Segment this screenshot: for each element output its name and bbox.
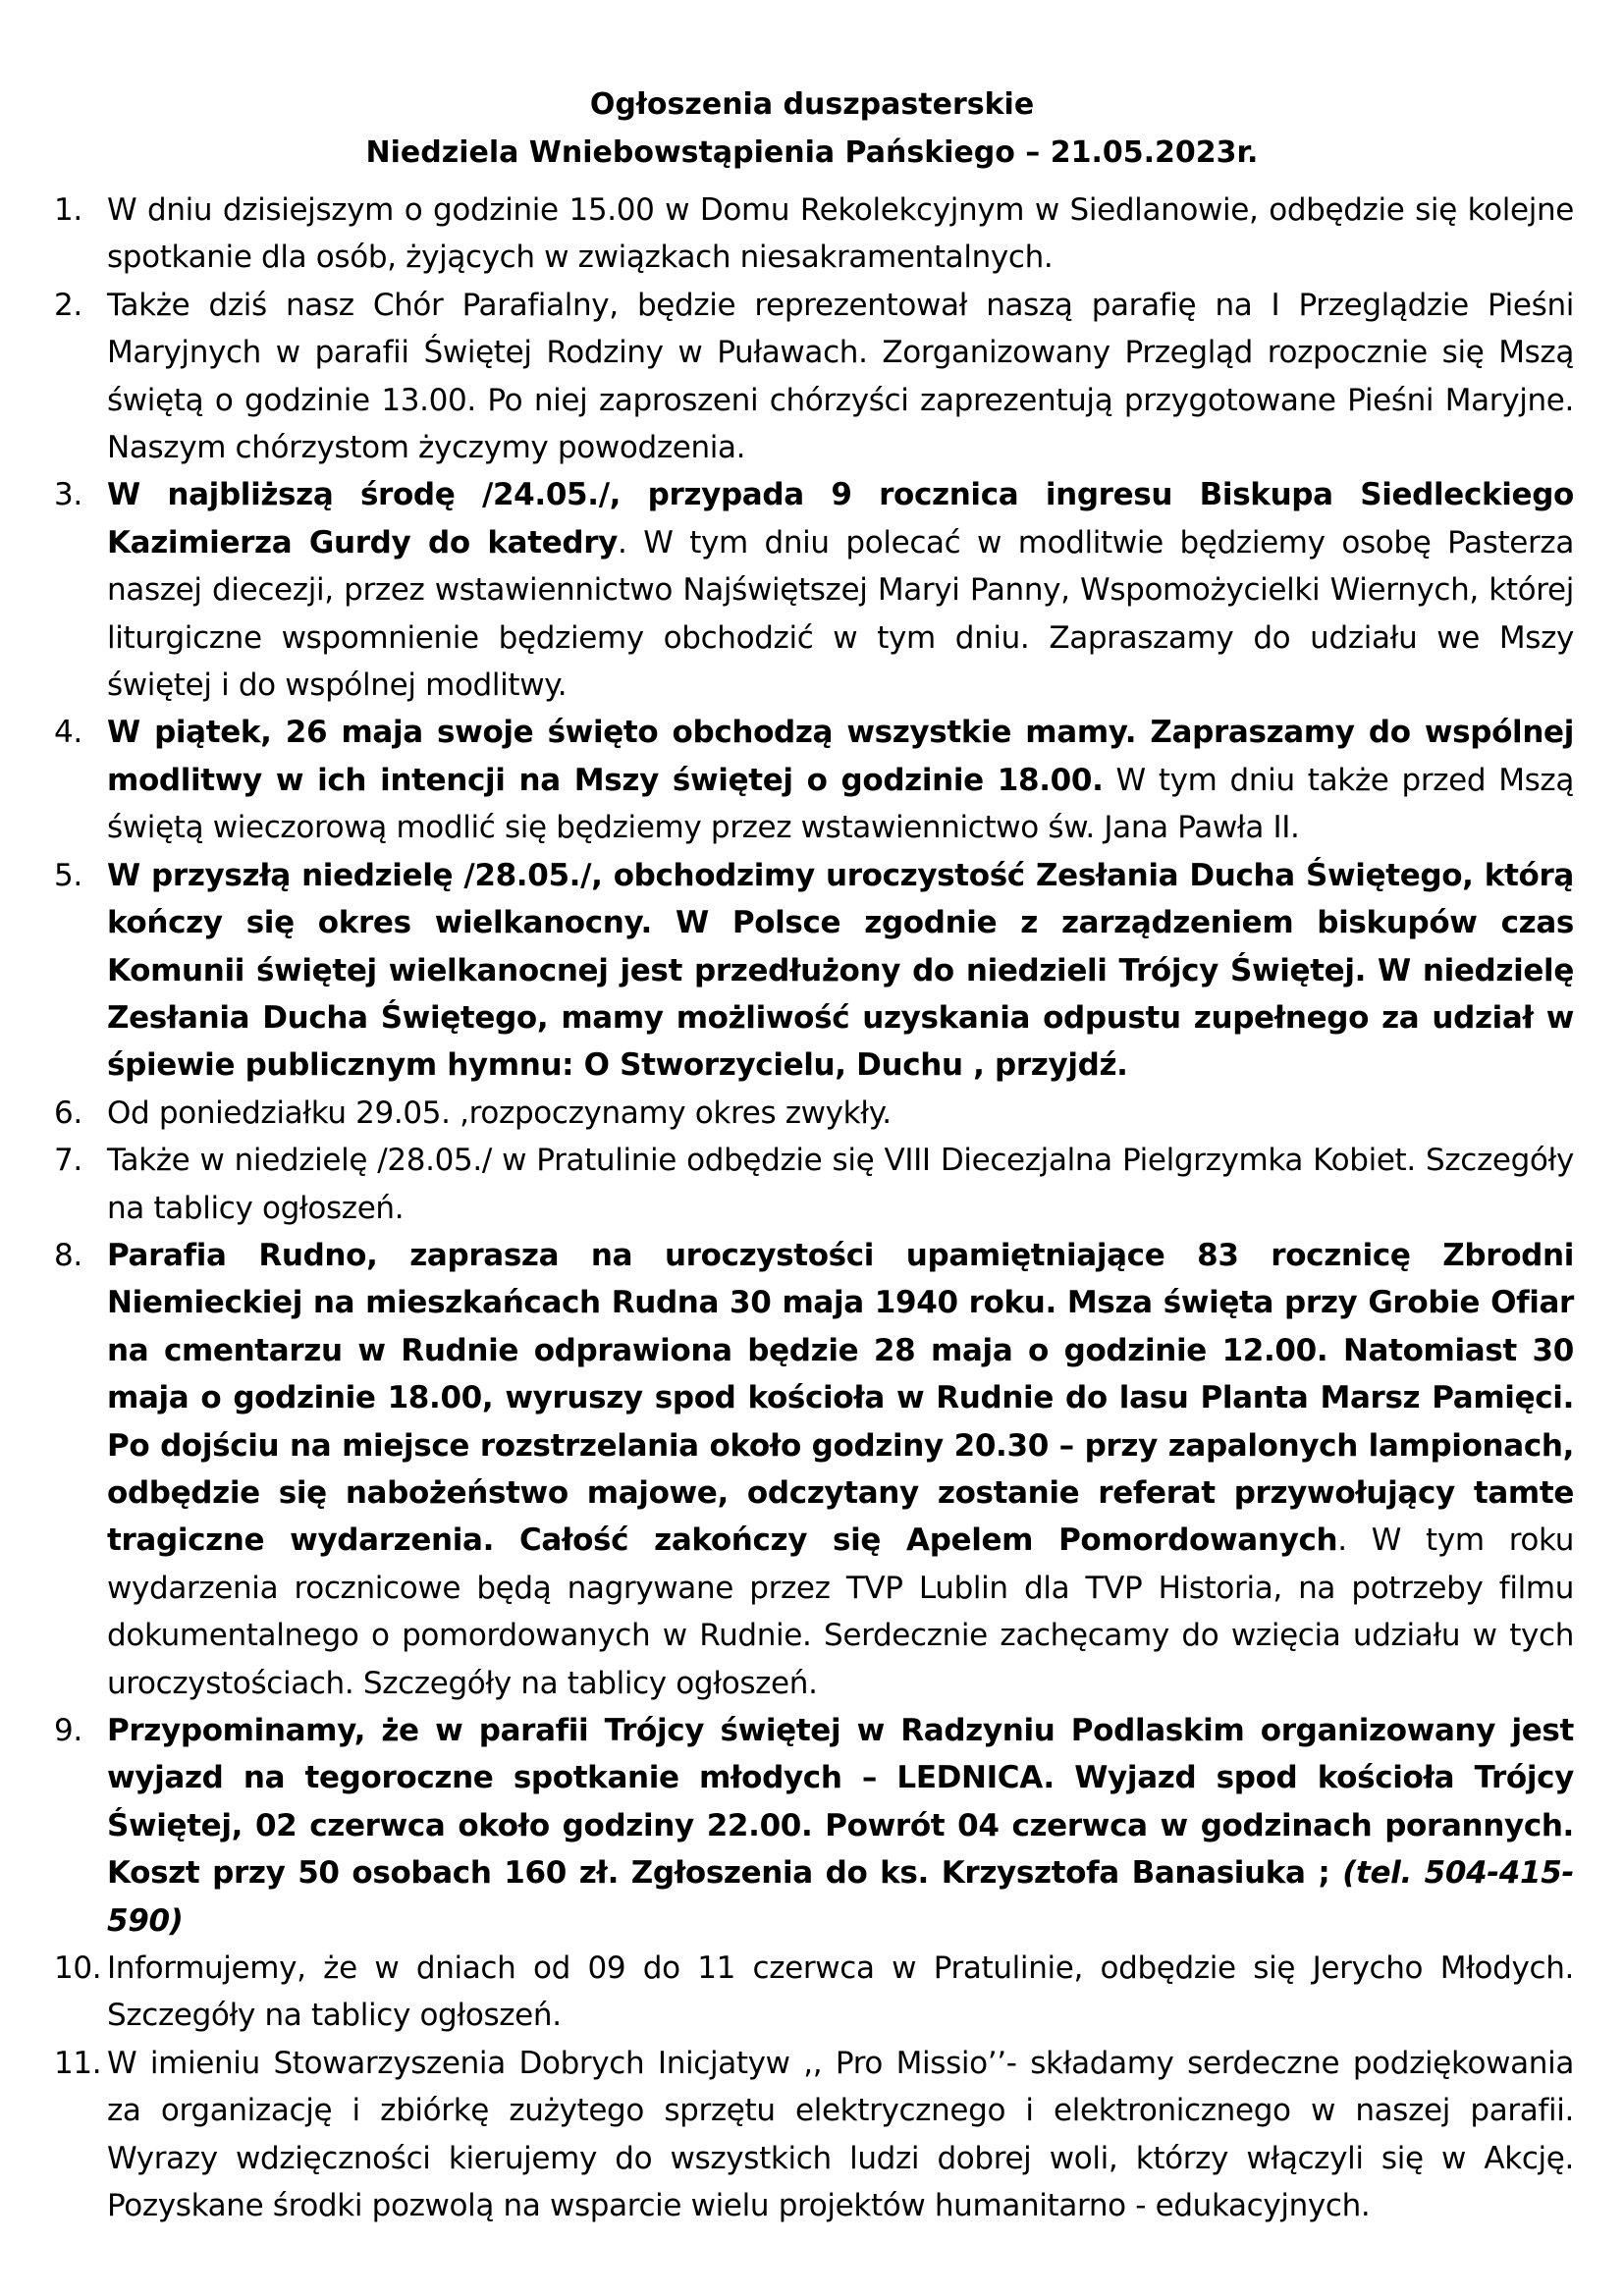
item-text-segment: Od poniedziałku 29.05. ,rozpoczynamy okres zwykły. [107,1095,892,1131]
item-number: 1. [54,192,82,228]
item-text-segment: Także dziś nasz Chór Parafialny, będzie reprezentował naszą parafię na I Przeglądzie Pieśni Maryjnych w parafii Świętej Rodziny w Puławach. Zorganizowany Przegląd rozpocznie się Mszą świętą o godzinie 13.00. Po niej zaproszeni chórzyści zaprezentują przygotowane Pieśni Maryjne. Naszym chórzystom życzymy powodzenia. [107,287,1574,466]
item-text-segment: W dniu dzisiejszym o godzinie 15.00 w Domu Rekolekcyjnym w Siedlanowie, odbędzie się kolejne spotkanie dla osób, żyjących w związkach niesakramentalnych. [107,192,1574,276]
item-text [107,1095,892,1131]
announcement-item [54,1707,1574,1945]
item-text [107,2046,1574,2223]
item-number: 9. [54,1713,82,1748]
item-text-segment: . W tym roku wydarzenia rocznicowe będą nagrywane przez TVP Lublin dla TVP Historia, na potrzeby filmu dokumentalnego o pomordowanych w Rudnie. Serdecznie zachęcamy do wzięcia udziału w tych uroczystościach. Szczegóły na tablicy ogłoszeń. [107,1522,1574,1701]
item-text-emphasis: Parafia Rudno, zaprasza na uroczystości upamiętniające 83 rocznicę Zbrodni Niemieckiej na mieszkańcach Rudna 30 maja 1940 roku. Msza święta przy Grobie Ofiar na cmentarzu w Rudnie odprawiona będzie 28 maja o godzinie 12.00. Natomiast 30 maja o godzinie 18.00, wyruszy spod kościoła w Rudnie do lasu Planta Marsz Pamięci. Po dojściu na miejsce rozstrzelania około godziny 20.30 – przy zapalonych lampionach, odbędzie się nabożeństwo majowe, odczytany zostanie referat przywołujący tamte tragiczne wydarzenia. Całość zakończy się Apelem Pomordowanych [107,1237,1574,1559]
item-text [107,1143,1574,1225]
announcement-list [54,187,1574,2229]
item-text-emphasis: W piątek, 26 maja swoje święto obchodzą wszystkie mamy. Zapraszamy do wspólnej modlitwy w ich intencji na Mszy świętej o godzinie 18.00. [107,715,1574,798]
item-text [107,1713,1574,1939]
document-header [0,80,1624,177]
announcement-item [54,282,1574,472]
item-text [107,715,1574,845]
item-text [107,477,1574,703]
item-text-segment: W tym dniu także przed Mszą świętą wieczorową modlić się będziemy przez wstawiennictwo św. Jana Pawła II. [107,762,1574,846]
announcement-item [54,1090,1574,1137]
item-text-emphasis: W najbliższą środę /24.05./, przypada 9 rocznica ingresu Biskupa Siedleckiego Kazimierza Gurdy do katedry [107,477,1574,561]
item-number: 2. [54,287,82,323]
announcement-item [54,2040,1574,2230]
item-text-segment: . W tym dniu polecać w modlitwie będziemy osobę Pasterza naszej diecezji, przez wstawiennictwo Najświętszej Maryi Panny, Wspomożycielki Wiernych, której liturgiczne wspomnienie będziemy obchodzić w tym dniu. Zapraszamy do udziału we Mszy świętej i do wspólnej modlitwy. [107,524,1574,704]
item-text [107,288,1574,465]
item-text [107,192,1574,275]
item-text [107,858,1574,1084]
announcement-item [54,1137,1574,1232]
announcement-item [54,471,1574,709]
item-text-segment: Informujemy, że w dniach od 09 do 11 czerwca w Pratulinie, odbędzie się Jerycho Młodych. Szczegóły na tablicy ogłoszeń. [107,1950,1574,2034]
item-number: 11. [54,2045,102,2081]
item-text-emphasis: W przyszłą niedzielę /28.05./, obchodzimy uroczystość Zesłania Ducha Świętego, którą kończy się okres wielkanocny. W Polsce zgodnie z zarządzeniem biskupów czas Komunii świętej wielkanocnej jest przedłużony do niedzieli Trójcy Świętej. W niedzielę Zesłania Ducha Świętego, mamy możliwość uzyskania odpustu zupełnego za udział w śpiewie publicznym hymnu: O Stworzycielu, Duchu , przyjdź. [107,857,1574,1084]
document-title: Ogłoszenia duszpasterskie [589,87,1035,122]
item-text-emphasis: (tel. 504-415-590) [107,1855,1574,1939]
item-text [107,1950,1574,2033]
announcement-item [54,1232,1574,1707]
item-number: 5. [54,857,82,893]
item-number: 3. [54,477,82,513]
item-number: 8. [54,1237,82,1273]
item-text-segment: Także w niedzielę /28.05./ w Pratulinie odbędzie się VIII Diecezjalna Pielgrzymka Kobiet. Szczegóły na tablicy ogłoszeń. [107,1143,1574,1226]
item-number: 4. [54,715,82,751]
announcement-item [54,852,1574,1090]
announcement-item [54,709,1574,851]
item-text [107,1238,1574,1701]
item-text-emphasis: Przypominamy, że w parafii Trójcy świętej w Radzyniu Podlaskim organizowany jest wyjazd na tegoroczne spotkanie młodych – LEDNICA. Wyjazd spod kościoła Trójcy Świętej, 02 czerwca około godziny 22.00. Powrót 04 czerwca w godzinach porannych. Koszt przy 50 osobach 160 zł. Zgłoszenia do ks. Krzysztofa Banasiuka ; [107,1713,1574,1892]
document-subtitle: Niedziela Wniebowstąpienia Pańskiego – 21.05.2023r. [365,135,1259,170]
item-number: 7. [54,1143,82,1179]
announcement-item [54,1945,1574,2040]
item-number: 10. [54,1950,102,1987]
item-number: 6. [54,1095,82,1131]
announcement-item [54,187,1574,282]
item-text-segment: W imieniu Stowarzyszenia Dobrych Inicjatyw ,, Pro Missio’’- składamy serdeczne podziękowania za organizację i zbiórkę zużytego sprzętu elektrycznego i elektronicznego w naszej parafii. Wyrazy wdzięczności kierujemy do wszystkich ludzi dobrej woli, którzy włączyli się w Akcję. Pozyskane środki pozwolą na wsparcie wielu projektów humanitarno - edukacyjnych. [107,2045,1574,2224]
